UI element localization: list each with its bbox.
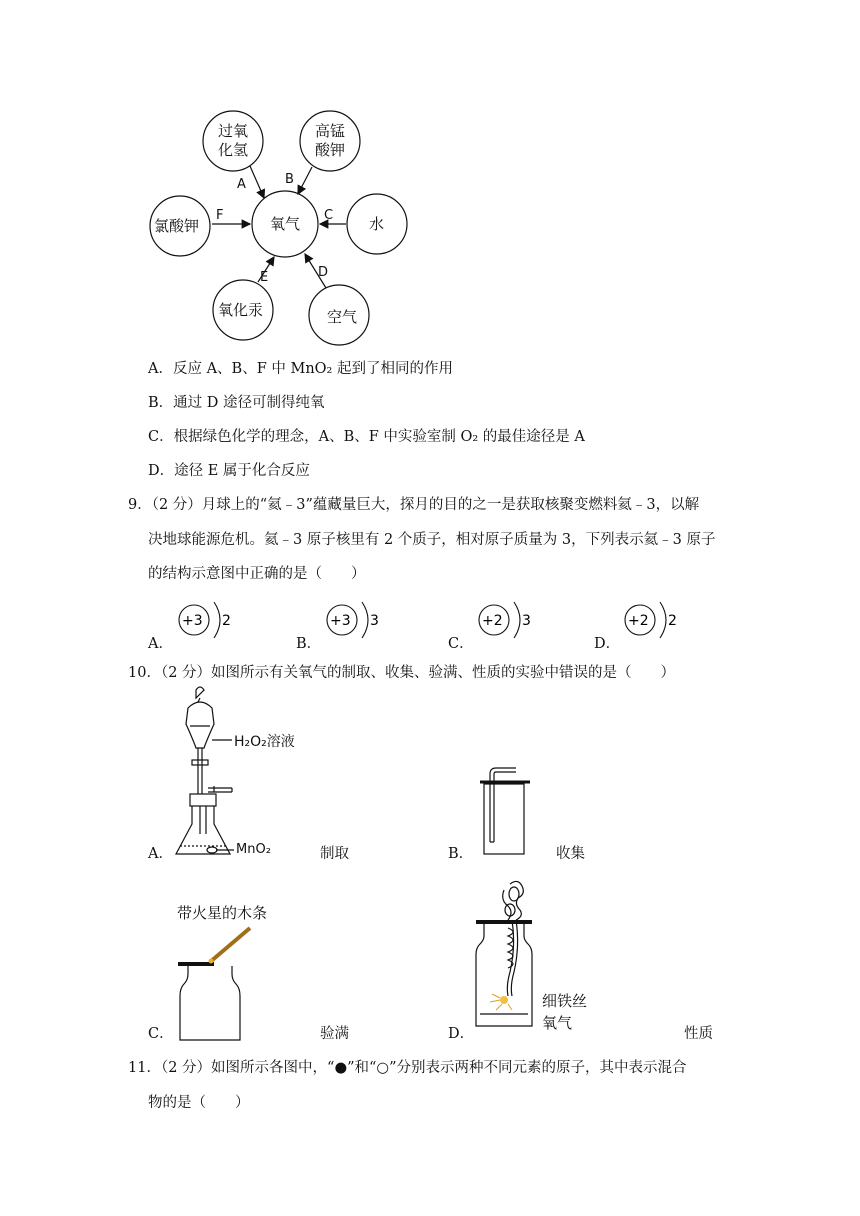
q10-b-gas-bottle [470,762,540,862]
q10-a-label-mno2: MnO₂ [236,842,271,857]
q10-a-letter: A． [148,846,173,862]
q9-nucleus-charge: +3 [182,613,203,629]
q9-option-letter: C． [448,636,474,652]
arrow-label-e: E [260,270,269,285]
q9-atom-diagram [322,598,392,642]
node-water: 水 [369,215,385,233]
q9-nucleus-charge: +2 [628,613,649,629]
q10-b-letter: B． [448,846,474,862]
q10-c-label-splint: 带火星的木条 [177,904,268,922]
arrow-label-a: A [237,177,246,192]
q9-stem-line3: 的结构示意图中正确的是（ ） [148,566,366,582]
arrow-label-b: B [285,172,294,187]
node-kmno4-line2: 酸钾 [315,141,346,159]
q10-d-caption: 性质 [684,1026,713,1042]
q11-stem-line1: 11．（2 分）如图所示各图中，“●”和“○”分别表示两种不同元素的原子，其中表示混合 [128,1060,687,1076]
q10-b-caption: 收集 [556,846,585,862]
q9-nucleus-charge: +2 [482,613,503,629]
node-h2o2-line1: 过氧 [218,122,249,140]
q9-shell-electron-count: 3 [522,613,531,629]
q8-option-a: A．反应 A、B、F 中 MnO₂ 起到了相同的作用 [148,361,453,377]
q10-c-splint-bottle [170,920,270,1050]
arrow-label-f: F [216,208,224,223]
q10-a-label-h2o2: H₂O₂溶液 [234,734,295,750]
q9-stem-line1: 9．（2 分）月球上的“氦﹣3”蕴藏量巨大，探月的目的之一是获取核聚变燃料氦﹣3，以解 [128,497,700,513]
node-hgo: 氧化汞 [218,301,264,319]
q9-atom-diagram [174,598,244,642]
arrow-label-c: C [324,208,334,223]
q10-c-letter: C． [148,1026,174,1042]
q9-option-letter: D． [594,636,621,652]
q9-electron-shell-arc [514,602,520,638]
q10-d-letter: D． [448,1026,475,1042]
q9-shell-electron-count: 3 [370,613,379,629]
q9-stem-line2: 决地球能源危机。氦﹣3 原子核里有 2 个质子，相对原子质量为 3，下列表示氦﹣3 原子 [148,532,716,548]
arrow-label-d: D [318,265,329,280]
q9-electron-shell-arc [214,602,220,638]
q9-electron-shell-arc [362,602,368,638]
q10-d-label-oxygen: 氧气 [542,1014,573,1032]
q10-d-iron-wire-jar [470,876,550,1036]
q9-atom-diagram [474,598,544,642]
q8-option-d: D．途径 E 属于化合反应 [148,463,310,479]
q8-option-c: C．根据绿色化学的理念，A、B、F 中实验室制 O₂ 的最佳途径是 A [148,429,585,445]
q9-electron-shell-arc [660,602,666,638]
q10-d-label-wire: 细铁丝 [542,992,588,1010]
oxygen-source-diagram [140,100,430,350]
q9-nucleus-charge: +3 [330,613,351,629]
q10-stem: 10．（2 分）如图所示有关氧气的制取、收集、验满、性质的实验中错误的是（ ） [128,665,676,681]
q10-c-caption: 验满 [320,1026,349,1042]
node-kclo3: 氯酸钾 [154,217,200,235]
q10-a-caption: 制取 [320,846,349,862]
q9-option-letter: B． [296,636,322,652]
q9-shell-electron-count: 2 [222,613,231,629]
q11-stem-line2: 物的是（ ） [148,1095,250,1111]
q9-atom-diagram [620,598,690,642]
q9-option-letter: A． [148,636,173,652]
q8-option-b: B．通过 D 途径可制得纯氧 [148,395,325,411]
node-air: 空气 [327,308,358,326]
q9-shell-electron-count: 2 [668,613,677,629]
q10-a-flask-apparatus [170,684,310,864]
node-center-oxygen: 氧气 [270,215,301,233]
node-kmno4-line1: 高锰 [315,122,346,140]
node-h2o2-line2: 化氢 [218,141,249,159]
